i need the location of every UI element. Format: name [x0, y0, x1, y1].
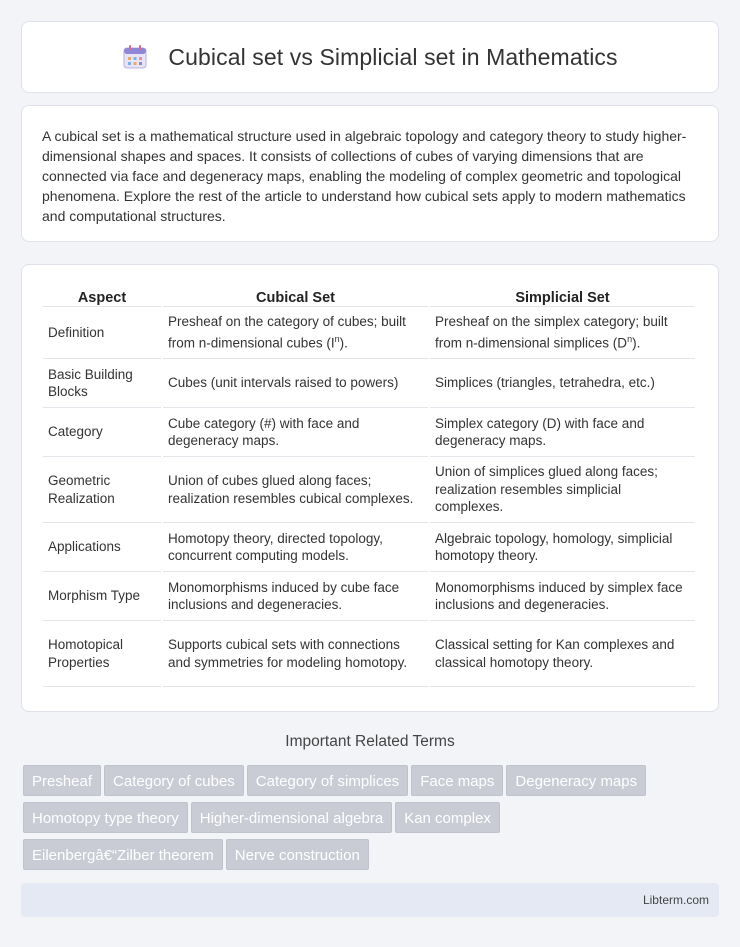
- row-cubical: Cube category (#) with face and degeneracy maps.: [163, 408, 428, 457]
- row-aspect: Geometric Realization: [43, 457, 161, 523]
- row-aspect: Category: [43, 408, 161, 457]
- footer: [21, 883, 719, 917]
- row-cubical: Cubes (unit intervals raised to powers): [163, 359, 428, 408]
- table-row: [43, 307, 695, 359]
- row-aspect: Homotopical Properties: [43, 621, 161, 687]
- comparison-card: [21, 264, 719, 712]
- tag-homotopy-type-theory[interactable]: Homotopy type theory: [23, 802, 188, 833]
- calendar-grid-icon: [122, 44, 148, 70]
- row-aspect: Definition: [43, 307, 161, 359]
- table-row: [43, 572, 695, 621]
- row-simplicial: Algebraic topology, homology, simplicial homotopy theory.: [430, 523, 695, 572]
- table-row: [43, 523, 695, 572]
- row-simplicial: Classical setting for Kan complexes and classical homotopy theory.: [430, 621, 695, 687]
- tag-category-of-cubes[interactable]: Category of cubes: [104, 765, 244, 796]
- row-simplicial: Presheaf on the simplex category; built from n-dimensional simplices $(D^n)$.: [430, 307, 695, 359]
- row-simplicial: Monomorphisms induced by simplex face inclusions and degeneracies.: [430, 572, 695, 621]
- row-simplicial: Simplex category (D) with face and degeneracy maps.: [430, 408, 695, 457]
- table-header-row: [43, 285, 695, 307]
- tag-face-maps[interactable]: Face maps: [411, 765, 503, 796]
- intro-paragraph: A cubical set is a mathematical structure used in algebraic topology and category theory to study higher-dimensional shapes and spaces. It consists of collections of cubes of varying dimensions that are connected via face and degeneracy maps, enabling the modeling of complex geometric and topological phenomena. Explore the rest of the article to understand how cubical sets apply to modern mathematics and computational structures.: [42, 128, 687, 224]
- row-cubical: Homotopy theory, directed topology, concurrent computing models.: [163, 523, 428, 572]
- intro-card: [21, 105, 719, 242]
- header-cubical: Cubical Set: [163, 285, 428, 307]
- row-aspect: Basic Building Blocks: [43, 359, 161, 408]
- row-simplicial: Simplices (triangles, tetrahedra, etc.): [430, 359, 695, 408]
- tag-category-of-simplices[interactable]: Category of simplices: [247, 765, 408, 796]
- tag-degeneracy-maps[interactable]: Degeneracy maps: [506, 765, 646, 796]
- row-cubical: Union of cubes glued along faces; realization resembles cubical complexes.: [163, 457, 428, 523]
- page-title: Cubical set vs Simplicial set in Mathematics: [168, 43, 618, 70]
- table-row: [43, 408, 695, 457]
- tag-higher-dimensional-algebra[interactable]: Higher-dimensional algebra: [191, 802, 392, 833]
- row-cubical: Monomorphisms induced by cube face inclusions and degeneracies.: [163, 572, 428, 621]
- row-cubical: Supports cubical sets with connections and symmetries for modeling homotopy.: [163, 621, 428, 687]
- table-row: [43, 359, 695, 408]
- tag-presheaf[interactable]: Presheaf: [23, 765, 101, 796]
- table-row: [43, 621, 695, 687]
- row-aspect: Applications: [43, 523, 161, 572]
- tag-kan-complex[interactable]: Kan complex: [395, 802, 500, 833]
- header-aspect: Aspect: [43, 285, 161, 307]
- footer-site-link[interactable]: Libterm.com: [642, 893, 709, 907]
- comparison-table: [41, 285, 697, 687]
- header-simplicial: Simplicial Set: [430, 285, 695, 307]
- title-card: [21, 21, 719, 93]
- related-tags: [23, 765, 723, 876]
- row-aspect: Morphism Type: [43, 572, 161, 621]
- tag-nerve-construction[interactable]: Nerve construction: [226, 839, 369, 870]
- related-terms-title: Important Related Terms: [285, 733, 455, 750]
- row-simplicial: Union of simplices glued along faces; realization resembles simplicial complexes.: [430, 457, 695, 523]
- tag-eilenberg-zilber-theorem[interactable]: Eilenbergâ€“Zilber theorem: [23, 839, 223, 870]
- table-row: [43, 457, 695, 523]
- row-cubical: Presheaf on the category of cubes; built from n-dimensional cubes $(I^n)$.: [163, 307, 428, 359]
